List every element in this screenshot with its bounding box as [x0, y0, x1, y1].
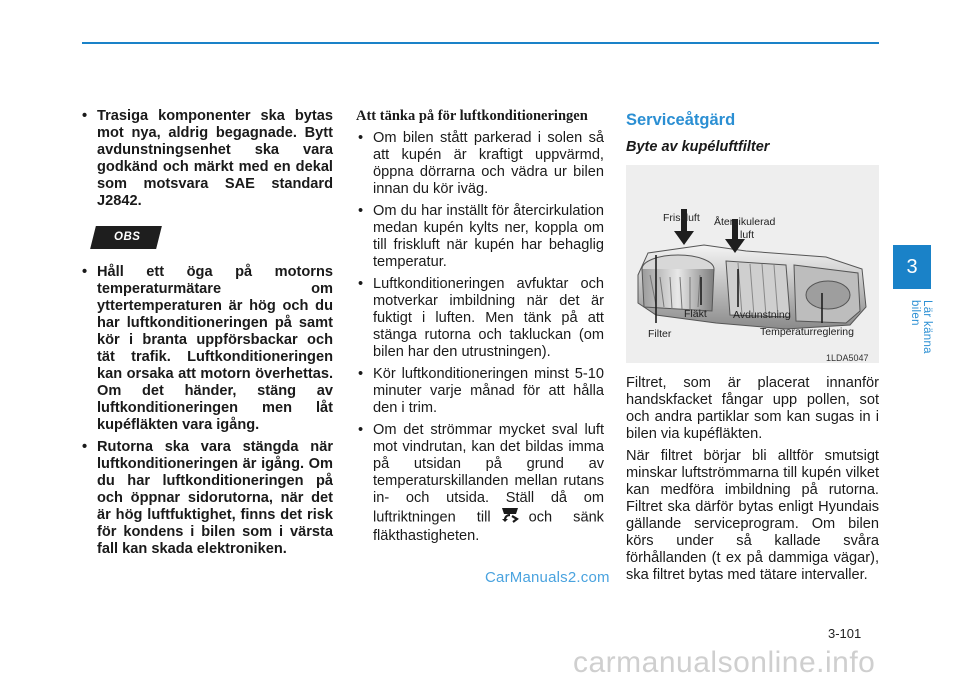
- label-temperaturreglering: Temperaturreglering: [760, 326, 854, 338]
- label-filter: Filter: [648, 328, 672, 340]
- figure-code: 1LDA5047: [826, 353, 869, 363]
- label-flakt: Fläkt: [684, 308, 707, 320]
- ac-tips-heading: Att tänka på för luftkonditioneringen: [356, 108, 588, 124]
- label-luft: luft: [740, 229, 755, 241]
- service-section-title: Serviceåtgärd: [626, 111, 736, 129]
- cabin-filter-subtitle: Byte av kupéluftfilter: [626, 139, 770, 155]
- label-friskluft: Friskluft: [663, 212, 700, 224]
- windshield-floor-airflow-icon: [499, 507, 521, 528]
- list-item: • Håll ett öga på motorns temperaturmätare om yttertemperaturen är hög och du har luftkonditioneringen på samt kör i branta uppförsbackar och tät trafik. Luftkonditioneringen kan orsaka att motorn överhettas. Om det händer, stäng av luftkonditioneringen men låt kupéfläkten vara igång.: [80, 264, 333, 434]
- right-column: [626, 108, 879, 589]
- middle-column: [356, 108, 604, 550]
- list-item: • Om bilen stått parkerad i solen så att kupén är kraftigt uppvärmd, öppna dörrarna och vädra ur bilen innan du kör iväg.: [356, 130, 604, 198]
- header-rule: [82, 42, 879, 44]
- list-item: • Om du har inställt för återcirkulation medan kupén kylts ner, koppla om till friskluft när kupén har behaglig temperatur.: [356, 203, 604, 271]
- chapter-title: Lär känna bilen: [909, 300, 933, 354]
- filter-paragraph-2: När filtret börjar bli alltför smutsigt minskar luftströmmarna till kupén vilket kan medföra imbildning på rutorna. Filtret ska därför bytas enligt Hyundais gällande serviceprogram. Om bilen körs under så kallade svåra förhållanden (t ex på dammiga vägar), ska filtret bytas med tätare intervaller.: [626, 448, 879, 583]
- ac-tips-list: [356, 130, 604, 545]
- page-number: 3-101: [828, 626, 862, 641]
- obs-label: OBS: [114, 231, 141, 243]
- hvac-diagram: [626, 165, 879, 363]
- list-item: • Rutorna ska vara stängda när luftkonditioneringen är igång. Om du har luftkonditioneringen på och öppnar sidorutorna, när det är hög luftfuktighet, finns det risk för kondens i bilen som i värsta fall kan skada elektroniken.: [80, 439, 333, 558]
- airflow-text-after: och sänk fläkthastigheten.: [373, 509, 604, 544]
- list-item-airflow: [356, 422, 604, 545]
- watermark-footer[interactable]: carmanualsonline.info: [573, 646, 876, 679]
- filter-paragraph-1: Filtret, som är placerat innanför handskfacket fångar upp pollen, sot och andra partiklar som kan sugas in i bilen via kupéfläkten.: [626, 375, 879, 442]
- label-avdunstning: Avdunstning: [733, 309, 791, 321]
- watermark-carmanuals[interactable]: CarManuals2.com: [485, 569, 610, 586]
- list-item: • Luftkonditioneringen avfuktar och motverkar imbildning när det är fuktigt i luften. Men tänk på att stänga rutorna och takluckan (om bilen har den utrustningen).: [356, 276, 604, 361]
- list-item: • Kör luftkonditioneringen minst 5-10 minuter varje månad för att hålla den i trim.: [356, 366, 604, 417]
- bullet-list-bottom: [80, 264, 333, 558]
- airflow-text-before: Om det strömmar mycket sval luft mot vindrutan, kan det bildas imma på utsidan på grund av temperaturskillanden mellan rutans in- och utsida. Ställ då om luftriktningen till: [373, 422, 604, 526]
- obs-badge: [90, 226, 162, 249]
- bullet-list-top: [80, 108, 333, 210]
- label-atercirkulerad: Återcikulerad: [714, 216, 776, 228]
- chapter-tab: 3: [893, 245, 931, 289]
- list-item: • Trasiga komponenter ska bytas mot nya, aldrig begagnade. Bytt avdunstningsenhet ska vara godkänd och märkt med en dekal som motsvara SAE standard J2842.: [80, 108, 333, 210]
- left-column: [80, 108, 333, 563]
